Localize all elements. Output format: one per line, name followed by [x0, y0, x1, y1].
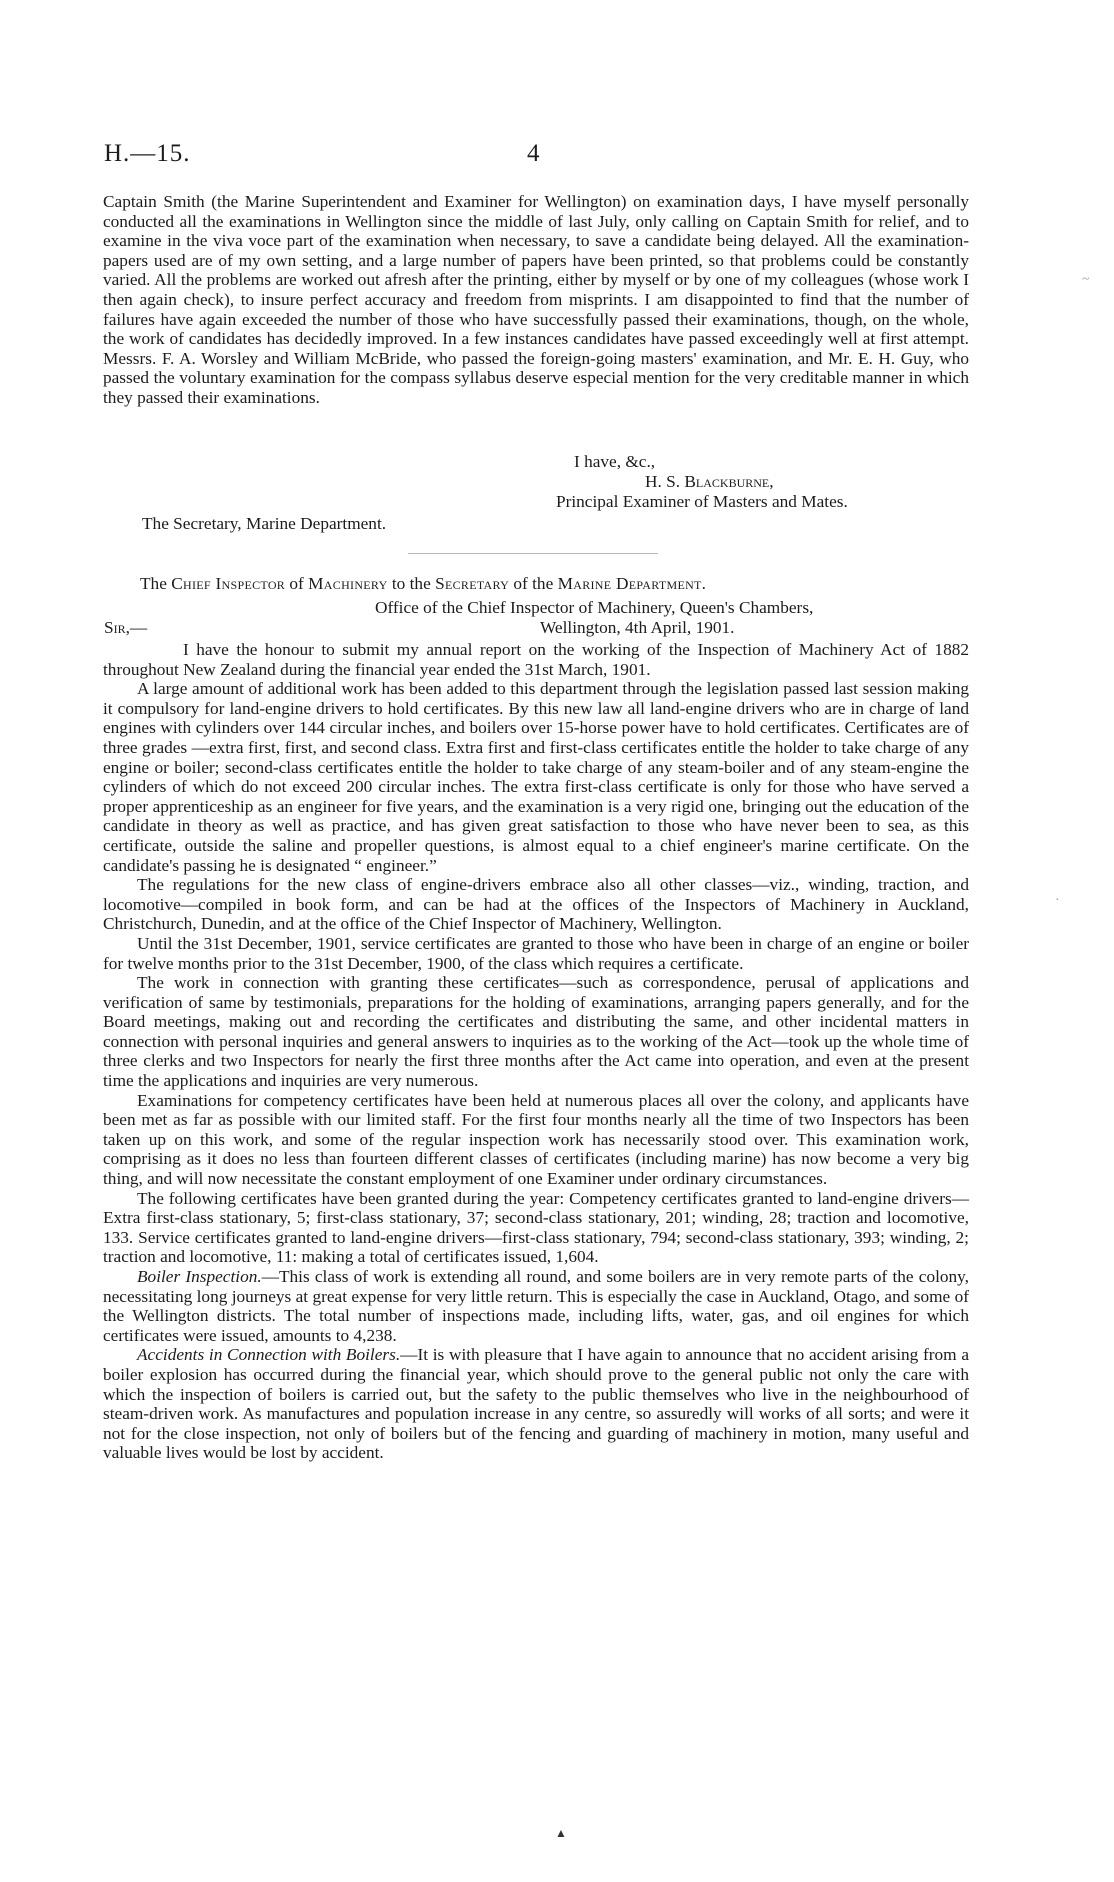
letter1-addressee: The Secretary, Marine Department.	[142, 514, 387, 533]
body-paragraph: The regulations for the new class of engine-drivers embrace also all other classes—viz., winding, traction, and locomotive—compiled in book form, and can be had at the offices of the Inspectors of Machinery in Auckland, Christchurch, Dunedin, and at the office of the Chief Inspector of Machinery, Wellington.	[103, 875, 969, 934]
letter2-body	[103, 640, 969, 1463]
letter1-signature-name: H. S. Blackburne,	[645, 472, 774, 491]
section-divider	[408, 553, 658, 554]
scan-mark: ~	[1082, 272, 1090, 287]
letter1-body	[103, 192, 969, 408]
body-paragraph: A large amount of additional work has been added to this department through the legislation passed last session making it compulsory for land-engine drivers to hold certificates. By this new law all land-engine drivers who are in charge of land engines with cylinders over 144 circular inches, and boilers over 15-horse power have to hold certificates. Certificates are of three grades —extra first, first, and second class. Extra first and first-class certificates entitle the holder to take charge of any engine or boiler; second-class certificates entitle the holder to take charge of any steam-boiler and of any steam-engine the cylinders of which do not exceed 200 circular inches. The extra first-class certificate is only for those who have served a proper apprenticeship as an engineer for five years, and the examination is a very rigid one, bringing out the education of the candidate in theory as well as practice, and has given great satisfaction to those who have never been to sea, as this certificate, outside the saline and propeller questions, is almost equal to a chief engineer's marine certificate. On the candidate's passing he is designated “ engineer.”	[103, 679, 969, 875]
letter2-address-line2: Wellington, 4th April, 1901.	[540, 618, 735, 637]
title-part: Machinery	[308, 574, 388, 593]
title-part: to the	[387, 574, 436, 593]
document-code: H.—15.	[104, 140, 191, 167]
body-paragraph	[103, 1267, 969, 1345]
scan-mark: ▲	[555, 1826, 567, 1840]
title-part: of the	[509, 574, 558, 593]
letter2-title	[140, 574, 706, 594]
letter1-signature-title: Principal Examiner of Masters and Mates.	[556, 492, 848, 511]
letter1-paragraph: Captain Smith (the Marine Superintendent and Examiner for Wellington) on examination days, I have myself personally conducted all the examinations in Wellington since the middle of last July, only calling on Captain Smith for relief, and to examine in the viva voce part of the examination when necessary, to save a candidate being delayed. All the examination-papers used are of my own setting, and a large number of papers have been printed, so that problems could be constantly varied. All the problems are worked out afresh after the printing, either by myself or by one of my colleagues (whose work I then again check), to insure perfect accuracy and freedom from misprints. I am disappointed to find that the number of failures have again exceeded the number of those who have successfully passed their examinations, though, on the whole, the work of candidates has decidedly improved. In a few instances candidates have passed exceedingly well at first attempt. Messrs. F. A. Worsley and William McBride, who passed the foreign-going masters' examination, and Mr. E. H. Guy, who passed the voluntary examination for the compass syllabus deserve especial mention for the very creditable manner in which they passed their examinations.	[103, 192, 969, 407]
accidents-text: —It is with pleasure that I have again to announce that no accident arising from a boiler explosion has occurred during the financial year, which should prove to the general public not only the care with which the inspection of boilers is carried out, but the safety to the public themselves who live in the neighbourhood of steam-driven work. As manufactures and population increase in any centre, so assuredly will works of all sorts; and were it not for the close inspection, not only of boilers but of the fencing and guarding of machinery in motion, many useful and valuable lives would be lost by accident.	[103, 1345, 969, 1463]
title-part: of	[285, 574, 309, 593]
accidents-heading: Accidents in Connection with Boilers.	[137, 1345, 401, 1365]
body-paragraph: Until the 31st December, 1901, service certificates are granted to those who have been in charge of an engine or boiler for twelve months prior to the 31st December, 1900, of the class which requires a certificate.	[103, 933, 969, 973]
letter2-address-line1: Office of the Chief Inspector of Machinery, Queen's Chambers,	[375, 598, 814, 617]
body-paragraph	[103, 1345, 969, 1463]
body-paragraph: The following certificates have been granted during the year: Competency certificates granted to land-engine drivers—Extra first-class stationary, 5; first-class stationary, 37; second-class stationary, 201; winding, 28; traction and locomotive, 133. Service certificates granted to land-engine drivers—first-class stationary, 794; second-class stationary, 393; winding, 2; traction and locomotive, 11: making a total of certificates issued, 1,604.	[103, 1188, 969, 1267]
scan-mark: ·	[1055, 893, 1060, 908]
body-paragraph: Examinations for competency certificates have been held at numerous places all over the colony, and applicants have been met as far as possible with our limited staff. For the first four months nearly all the time of two Inspectors has been taken up on this work, and some of the regular inspection work has necessarily stood over. This examination work, comprising as it does no less than fourteen different classes of certificates (including marine) has now become a very big thing, and will now necessitate the constant employment of one Examiner under ordinary circumstances.	[103, 1090, 969, 1189]
title-part: .	[701, 574, 706, 593]
body-paragraph: I have the honour to submit my annual report on the working of the Inspection of Machinery Act of 1882 throughout New Zealand during the financial year ended the 31st March, 1901.	[103, 640, 969, 679]
title-part: Marine Department	[557, 574, 702, 593]
boiler-inspection-text: —This class of work is extending all round, and some boilers are in very remote parts of the colony, necessitating long journeys at great expense for very little return. This is especially the case in Auckland, Otago, and some of the Wellington districts. The total number of inspections made, including lifts, water, gas, and oil engines for which certificates were issued, amounts to 4,238.	[103, 1267, 970, 1345]
letter2-salutation: Sir,—	[104, 618, 148, 637]
letter1-closing: I have, &c.,	[574, 452, 656, 471]
title-part: The	[140, 574, 172, 593]
body-paragraph: The work in connection with granting these certificates—such as correspondence, perusal of applications and verification of same by testimonials, preparations for the holding of examinations, arranging papers generally, and for the Board meetings, making out and recording the certificates and distributing the same, and other incidental matters in connection with personal inquiries and general answers to inquiries as to the working of the Act—took up the whole time of three clerks and two Inspectors for nearly the first three months after the Act came into operation, and even at the present time the applications and inquiries are very numerous.	[103, 973, 969, 1091]
boiler-inspection-heading: Boiler Inspection.	[137, 1267, 262, 1286]
page-number: 4	[527, 140, 540, 167]
title-part: Chief Inspector	[171, 574, 286, 593]
title-part: Secretary	[435, 574, 510, 593]
